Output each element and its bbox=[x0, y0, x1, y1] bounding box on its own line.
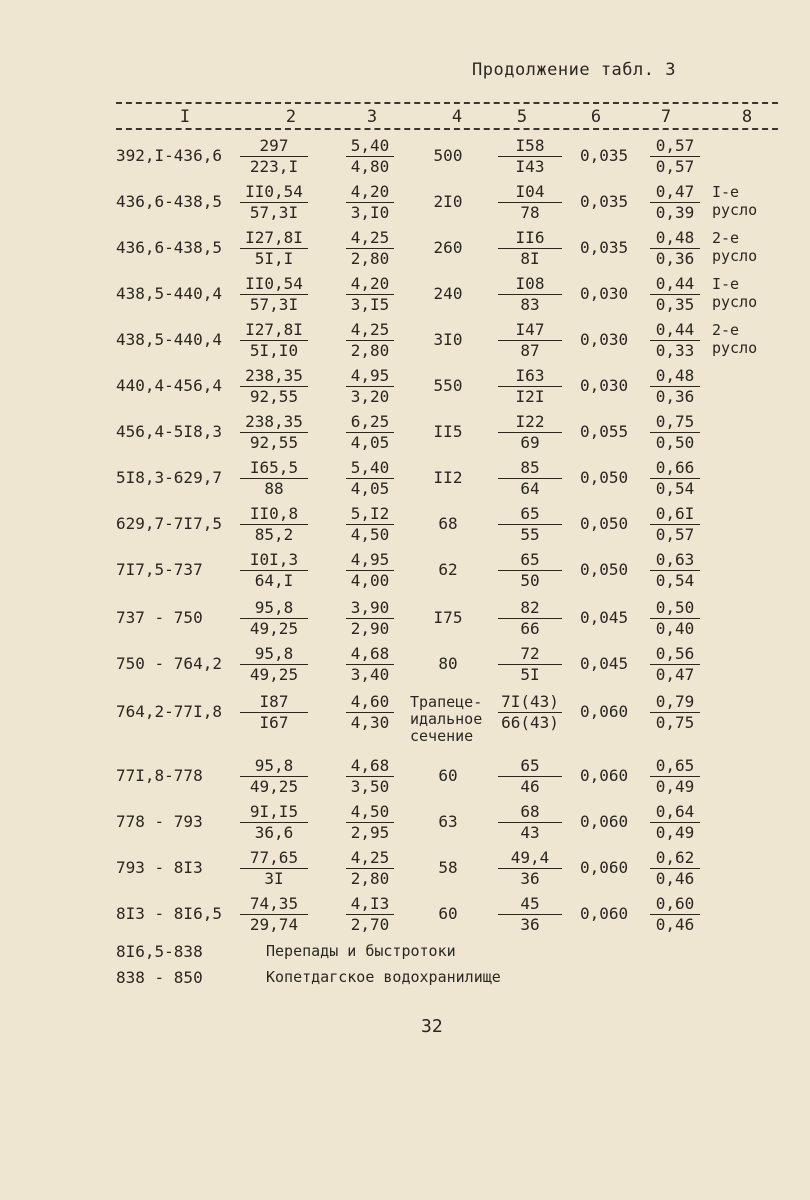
column-header: 2 bbox=[271, 108, 311, 126]
col2-fraction-denominator: 57,3I bbox=[249, 295, 299, 314]
col3-fraction-numerator: 4,25 bbox=[346, 320, 394, 341]
col4-value: 2I0 bbox=[433, 192, 463, 211]
col3-fraction-numerator: 4,25 bbox=[346, 848, 394, 869]
col7-fraction-numerator: 0,48 bbox=[650, 366, 700, 387]
col2-fraction-numerator: II0,54 bbox=[240, 182, 308, 203]
col7-fraction-denominator: 0,57 bbox=[655, 157, 695, 176]
col7-fraction bbox=[650, 550, 700, 591]
col7-fraction-numerator: 0,6I bbox=[650, 504, 700, 525]
col4-value: 62 bbox=[438, 560, 458, 579]
col2-fraction-denominator: 85,2 bbox=[254, 525, 294, 544]
km-interval: 8I3 - 8I6,5 bbox=[116, 904, 222, 923]
col2-fraction bbox=[240, 366, 308, 407]
col5-fraction-numerator: 82 bbox=[498, 598, 562, 619]
km-interval: 778 - 793 bbox=[116, 812, 203, 831]
column-header: 6 bbox=[576, 108, 616, 126]
col3-fraction-numerator: 4,95 bbox=[346, 366, 394, 387]
col3-fraction bbox=[346, 182, 394, 223]
col3-fraction bbox=[346, 894, 394, 935]
col3-fraction bbox=[346, 228, 394, 269]
col7-fraction bbox=[650, 458, 700, 499]
col2-fraction bbox=[240, 802, 308, 843]
col8-note: 2-е русло bbox=[712, 321, 758, 357]
col2-fraction-denominator: 64,I bbox=[254, 571, 294, 590]
km-interval: 764,2-77I,8 bbox=[116, 702, 222, 721]
col2-fraction-denominator: 49,25 bbox=[249, 665, 299, 684]
col5-fraction-numerator: I47 bbox=[498, 320, 562, 341]
col2-fraction-denominator: 92,55 bbox=[249, 387, 299, 406]
km-interval: 436,6-438,5 bbox=[116, 192, 222, 211]
col2-fraction-denominator: 88 bbox=[264, 479, 284, 498]
col7-fraction-denominator: 0,54 bbox=[655, 571, 695, 590]
col3-fraction-numerator: 4,25 bbox=[346, 228, 394, 249]
col2-fraction-denominator: 3I bbox=[264, 869, 284, 888]
col3-fraction-denominator: 4,80 bbox=[350, 157, 390, 176]
col5-fraction-numerator: 7I(43) bbox=[498, 692, 562, 713]
col7-fraction bbox=[650, 412, 700, 453]
col5-fraction bbox=[498, 756, 562, 797]
col2-fraction-numerator: I65,5 bbox=[240, 458, 308, 479]
col6-value: 0,050 bbox=[580, 514, 629, 533]
col3-fraction-denominator: 3,50 bbox=[350, 777, 390, 796]
col3-fraction bbox=[346, 136, 394, 177]
col7-fraction-denominator: 0,75 bbox=[655, 713, 695, 732]
col6-value: 0,060 bbox=[580, 766, 629, 785]
col7-fraction-numerator: 0,62 bbox=[650, 848, 700, 869]
col4-value: I75 bbox=[433, 608, 463, 627]
col7-fraction bbox=[650, 504, 700, 545]
col6-value: 0,050 bbox=[580, 468, 629, 487]
tail-km-interval: 8I6,5-838 bbox=[116, 942, 203, 961]
column-header: I bbox=[165, 108, 205, 126]
col8-note: I-е русло bbox=[712, 183, 758, 219]
header-rule-top bbox=[116, 102, 778, 104]
col5-fraction-denominator: 43 bbox=[520, 823, 540, 842]
header-rule-bottom bbox=[116, 128, 778, 130]
col3-fraction bbox=[346, 756, 394, 797]
col7-fraction-denominator: 0,36 bbox=[655, 249, 695, 268]
col3-fraction-numerator: 4,20 bbox=[346, 274, 394, 295]
col4-value: 68 bbox=[438, 514, 458, 533]
col7-fraction-numerator: 0,44 bbox=[650, 274, 700, 295]
col3-fraction bbox=[346, 458, 394, 499]
col7-fraction bbox=[650, 894, 700, 935]
col5-fraction-numerator: I22 bbox=[498, 412, 562, 433]
col4-value: 260 bbox=[433, 238, 463, 257]
col2-fraction bbox=[240, 228, 308, 269]
col3-fraction bbox=[346, 366, 394, 407]
col2-fraction bbox=[240, 458, 308, 499]
col5-fraction-denominator: 55 bbox=[520, 525, 540, 544]
km-interval: 392,I-436,6 bbox=[116, 146, 222, 165]
col3-fraction-denominator: 2,90 bbox=[350, 619, 390, 638]
col7-fraction bbox=[650, 320, 700, 361]
col7-fraction-numerator: 0,64 bbox=[650, 802, 700, 823]
col3-fraction-numerator: 4,I3 bbox=[346, 894, 394, 915]
col7-fraction-denominator: 0,54 bbox=[655, 479, 695, 498]
col3-fraction-denominator: 2,95 bbox=[350, 823, 390, 842]
col2-fraction bbox=[240, 848, 308, 889]
km-interval: 5I8,3-629,7 bbox=[116, 468, 222, 487]
km-interval: 436,6-438,5 bbox=[116, 238, 222, 257]
column-header: 7 bbox=[646, 108, 686, 126]
col3-fraction-denominator: 3,I5 bbox=[350, 295, 390, 314]
tail-description: Перепады и быстротоки bbox=[266, 942, 456, 960]
col5-fraction bbox=[498, 136, 562, 177]
col2-fraction bbox=[240, 756, 308, 797]
col3-fraction bbox=[346, 412, 394, 453]
km-interval: 737 - 750 bbox=[116, 608, 203, 627]
col6-value: 0,060 bbox=[580, 904, 629, 923]
col4-value: 500 bbox=[433, 146, 463, 165]
column-header: 5 bbox=[502, 108, 542, 126]
col7-fraction-denominator: 0,33 bbox=[655, 341, 695, 360]
col7-fraction-denominator: 0,47 bbox=[655, 665, 695, 684]
km-interval: 440,4-456,4 bbox=[116, 376, 222, 395]
col5-fraction-numerator: 72 bbox=[498, 644, 562, 665]
col5-fraction bbox=[498, 644, 562, 685]
col2-fraction-numerator: 95,8 bbox=[240, 756, 308, 777]
col6-value: 0,030 bbox=[580, 376, 629, 395]
col2-fraction bbox=[240, 644, 308, 685]
column-header: 8 bbox=[727, 108, 767, 126]
km-interval: 793 - 8I3 bbox=[116, 858, 203, 877]
col2-fraction-denominator: 5I,I0 bbox=[249, 341, 299, 360]
col5-fraction-numerator: 49,4 bbox=[498, 848, 562, 869]
col3-fraction-numerator: 4,68 bbox=[346, 644, 394, 665]
col5-fraction bbox=[498, 550, 562, 591]
col4-value: 240 bbox=[433, 284, 463, 303]
col3-fraction-denominator: 3,20 bbox=[350, 387, 390, 406]
col8-note: 2-е русло bbox=[712, 229, 758, 265]
col3-fraction bbox=[346, 550, 394, 591]
col7-fraction-denominator: 0,46 bbox=[655, 915, 695, 934]
col7-fraction bbox=[650, 644, 700, 685]
col6-value: 0,050 bbox=[580, 560, 629, 579]
col2-fraction bbox=[240, 136, 308, 177]
col3-fraction-numerator: 5,40 bbox=[346, 136, 394, 157]
col5-fraction-numerator: 65 bbox=[498, 504, 562, 525]
col3-fraction-denominator: 4,50 bbox=[350, 525, 390, 544]
col2-fraction-denominator: 223,I bbox=[249, 157, 299, 176]
col5-fraction-denominator: 66 bbox=[520, 619, 540, 638]
col6-value: 0,030 bbox=[580, 284, 629, 303]
col4-value: II2 bbox=[433, 468, 463, 487]
col7-fraction-numerator: 0,63 bbox=[650, 550, 700, 571]
col5-fraction bbox=[498, 598, 562, 639]
col6-value: 0,045 bbox=[580, 654, 629, 673]
col7-fraction bbox=[650, 848, 700, 889]
col5-fraction bbox=[498, 366, 562, 407]
col7-fraction bbox=[650, 228, 700, 269]
col3-fraction-numerator: 4,60 bbox=[346, 692, 394, 713]
col4-value: 80 bbox=[438, 654, 458, 673]
col2-fraction-numerator: II0,54 bbox=[240, 274, 308, 295]
col3-fraction-numerator: 6,25 bbox=[346, 412, 394, 433]
col5-fraction-denominator: 5I bbox=[520, 665, 540, 684]
col6-value: 0,035 bbox=[580, 238, 629, 257]
col5-fraction-denominator: 69 bbox=[520, 433, 540, 452]
col5-fraction bbox=[498, 182, 562, 223]
col2-fraction-denominator: 36,6 bbox=[254, 823, 294, 842]
col5-fraction bbox=[498, 458, 562, 499]
col4-value: 60 bbox=[438, 904, 458, 923]
col7-fraction bbox=[650, 274, 700, 315]
col2-fraction-denominator: 49,25 bbox=[249, 619, 299, 638]
col7-fraction-numerator: 0,56 bbox=[650, 644, 700, 665]
col5-fraction-denominator: 46 bbox=[520, 777, 540, 796]
col2-fraction-numerator: I27,8I bbox=[240, 228, 308, 249]
col5-fraction bbox=[498, 692, 562, 733]
col5-fraction bbox=[498, 274, 562, 315]
col7-fraction-denominator: 0,39 bbox=[655, 203, 695, 222]
col7-fraction-denominator: 0,49 bbox=[655, 777, 695, 796]
col3-fraction bbox=[346, 598, 394, 639]
km-interval: 438,5-440,4 bbox=[116, 284, 222, 303]
col3-fraction-numerator: 5,I2 bbox=[346, 504, 394, 525]
col7-fraction-denominator: 0,46 bbox=[655, 869, 695, 888]
col2-fraction-denominator: 5I,I bbox=[254, 249, 294, 268]
col2-fraction-numerator: I27,8I bbox=[240, 320, 308, 341]
col6-value: 0,060 bbox=[580, 858, 629, 877]
col4-value: 63 bbox=[438, 812, 458, 831]
col7-fraction-numerator: 0,47 bbox=[650, 182, 700, 203]
col2-fraction-denominator: 29,74 bbox=[249, 915, 299, 934]
col7-fraction bbox=[650, 182, 700, 223]
col7-fraction-denominator: 0,49 bbox=[655, 823, 695, 842]
col7-fraction-numerator: 0,65 bbox=[650, 756, 700, 777]
col3-fraction bbox=[346, 848, 394, 889]
col6-value: 0,035 bbox=[580, 146, 629, 165]
col5-fraction-numerator: 65 bbox=[498, 550, 562, 571]
col7-fraction-numerator: 0,44 bbox=[650, 320, 700, 341]
col5-fraction bbox=[498, 848, 562, 889]
col2-fraction bbox=[240, 550, 308, 591]
col5-fraction-denominator: 36 bbox=[520, 869, 540, 888]
table-continuation-title: Продолжение табл. 3 bbox=[472, 60, 676, 80]
column-header: 4 bbox=[437, 108, 477, 126]
col3-fraction-numerator: 5,40 bbox=[346, 458, 394, 479]
col5-fraction bbox=[498, 504, 562, 545]
col4-value: Трапеце- идальное сечение bbox=[410, 693, 483, 745]
col3-fraction-denominator: 4,05 bbox=[350, 479, 390, 498]
col2-fraction bbox=[240, 412, 308, 453]
col2-fraction-numerator: 74,35 bbox=[240, 894, 308, 915]
col2-fraction-numerator: 297 bbox=[240, 136, 308, 157]
col5-fraction-numerator: 68 bbox=[498, 802, 562, 823]
col2-fraction-numerator: II0,8 bbox=[240, 504, 308, 525]
col5-fraction-denominator: 50 bbox=[520, 571, 540, 590]
col2-fraction bbox=[240, 504, 308, 545]
col3-fraction bbox=[346, 504, 394, 545]
col7-fraction bbox=[650, 692, 700, 733]
col5-fraction-numerator: I58 bbox=[498, 136, 562, 157]
col5-fraction-numerator: I08 bbox=[498, 274, 562, 295]
col7-fraction bbox=[650, 802, 700, 843]
col7-fraction-numerator: 0,75 bbox=[650, 412, 700, 433]
col6-value: 0,060 bbox=[580, 702, 629, 721]
col3-fraction-numerator: 4,50 bbox=[346, 802, 394, 823]
col7-fraction-numerator: 0,66 bbox=[650, 458, 700, 479]
col5-fraction-numerator: I63 bbox=[498, 366, 562, 387]
km-interval: 7I7,5-737 bbox=[116, 560, 203, 579]
km-interval: 750 - 764,2 bbox=[116, 654, 222, 673]
tail-km-interval: 838 - 850 bbox=[116, 968, 203, 987]
col5-fraction-denominator: 87 bbox=[520, 341, 540, 360]
col4-value: 3I0 bbox=[433, 330, 463, 349]
col3-fraction bbox=[346, 274, 394, 315]
col3-fraction-denominator: 4,30 bbox=[350, 713, 390, 732]
col5-fraction-numerator: 45 bbox=[498, 894, 562, 915]
page-number: 32 bbox=[421, 1016, 443, 1037]
col5-fraction-denominator: 8I bbox=[520, 249, 540, 268]
column-header: 3 bbox=[352, 108, 392, 126]
col5-fraction-denominator: 64 bbox=[520, 479, 540, 498]
col5-fraction-denominator: 83 bbox=[520, 295, 540, 314]
col4-value: 60 bbox=[438, 766, 458, 785]
col6-value: 0,060 bbox=[580, 812, 629, 831]
col5-fraction-denominator: 66(43) bbox=[501, 713, 559, 732]
col3-fraction bbox=[346, 320, 394, 361]
col5-fraction bbox=[498, 802, 562, 843]
col2-fraction bbox=[240, 692, 308, 733]
col2-fraction-numerator: 238,35 bbox=[240, 412, 308, 433]
col6-value: 0,045 bbox=[580, 608, 629, 627]
km-interval: 77I,8-778 bbox=[116, 766, 203, 785]
col2-fraction-numerator: 95,8 bbox=[240, 644, 308, 665]
col5-fraction-numerator: 65 bbox=[498, 756, 562, 777]
col2-fraction bbox=[240, 320, 308, 361]
col3-fraction-numerator: 4,95 bbox=[346, 550, 394, 571]
col3-fraction-numerator: 4,68 bbox=[346, 756, 394, 777]
col2-fraction-numerator: I87 bbox=[240, 692, 308, 713]
col4-value: 550 bbox=[433, 376, 463, 395]
col7-fraction-numerator: 0,50 bbox=[650, 598, 700, 619]
col5-fraction-denominator: I43 bbox=[515, 157, 545, 176]
col2-fraction bbox=[240, 598, 308, 639]
tail-description: Копетдагское водохранилище bbox=[266, 968, 501, 986]
col2-fraction-denominator: 92,55 bbox=[249, 433, 299, 452]
col7-fraction-numerator: 0,79 bbox=[650, 692, 700, 713]
col2-fraction bbox=[240, 182, 308, 223]
col4-value: II5 bbox=[433, 422, 463, 441]
col3-fraction-denominator: 3,40 bbox=[350, 665, 390, 684]
col2-fraction-numerator: 9I,I5 bbox=[240, 802, 308, 823]
col3-fraction-denominator: 2,80 bbox=[350, 341, 390, 360]
col3-fraction-numerator: 4,20 bbox=[346, 182, 394, 203]
col7-fraction-denominator: 0,35 bbox=[655, 295, 695, 314]
col2-fraction-numerator: 95,8 bbox=[240, 598, 308, 619]
km-interval: 456,4-5I8,3 bbox=[116, 422, 222, 441]
col5-fraction bbox=[498, 894, 562, 935]
col3-fraction-denominator: 2,70 bbox=[350, 915, 390, 934]
col7-fraction-denominator: 0,40 bbox=[655, 619, 695, 638]
col2-fraction-denominator: 49,25 bbox=[249, 777, 299, 796]
col5-fraction-denominator: 78 bbox=[520, 203, 540, 222]
col3-fraction-denominator: 4,00 bbox=[350, 571, 390, 590]
col2-fraction-denominator: 57,3I bbox=[249, 203, 299, 222]
col3-fraction-denominator: 4,05 bbox=[350, 433, 390, 452]
col5-fraction bbox=[498, 412, 562, 453]
col5-fraction-denominator: 36 bbox=[520, 915, 540, 934]
col3-fraction-denominator: 2,80 bbox=[350, 249, 390, 268]
col6-value: 0,030 bbox=[580, 330, 629, 349]
col5-fraction-denominator: I2I bbox=[515, 387, 545, 406]
col3-fraction bbox=[346, 692, 394, 733]
col6-value: 0,055 bbox=[580, 422, 629, 441]
col2-fraction-denominator: I67 bbox=[259, 713, 289, 732]
km-interval: 438,5-440,4 bbox=[116, 330, 222, 349]
col8-note: I-е русло bbox=[712, 275, 758, 311]
col7-fraction-denominator: 0,36 bbox=[655, 387, 695, 406]
col7-fraction bbox=[650, 756, 700, 797]
col7-fraction-numerator: 0,48 bbox=[650, 228, 700, 249]
col4-value: 58 bbox=[438, 858, 458, 877]
col5-fraction-numerator: 85 bbox=[498, 458, 562, 479]
col3-fraction bbox=[346, 802, 394, 843]
col5-fraction bbox=[498, 228, 562, 269]
col7-fraction bbox=[650, 136, 700, 177]
col2-fraction bbox=[240, 894, 308, 935]
col2-fraction-numerator: 238,35 bbox=[240, 366, 308, 387]
col5-fraction-numerator: II6 bbox=[498, 228, 562, 249]
col5-fraction bbox=[498, 320, 562, 361]
col3-fraction bbox=[346, 644, 394, 685]
col7-fraction-numerator: 0,57 bbox=[650, 136, 700, 157]
col2-fraction bbox=[240, 274, 308, 315]
col7-fraction bbox=[650, 598, 700, 639]
col2-fraction-numerator: 77,65 bbox=[240, 848, 308, 869]
col3-fraction-numerator: 3,90 bbox=[346, 598, 394, 619]
col7-fraction-denominator: 0,50 bbox=[655, 433, 695, 452]
km-interval: 629,7-7I7,5 bbox=[116, 514, 222, 533]
col3-fraction-denominator: 3,I0 bbox=[350, 203, 390, 222]
col5-fraction-numerator: I04 bbox=[498, 182, 562, 203]
col3-fraction-denominator: 2,80 bbox=[350, 869, 390, 888]
col7-fraction bbox=[650, 366, 700, 407]
col2-fraction-numerator: I0I,3 bbox=[240, 550, 308, 571]
col7-fraction-numerator: 0,60 bbox=[650, 894, 700, 915]
col6-value: 0,035 bbox=[580, 192, 629, 211]
col7-fraction-denominator: 0,57 bbox=[655, 525, 695, 544]
